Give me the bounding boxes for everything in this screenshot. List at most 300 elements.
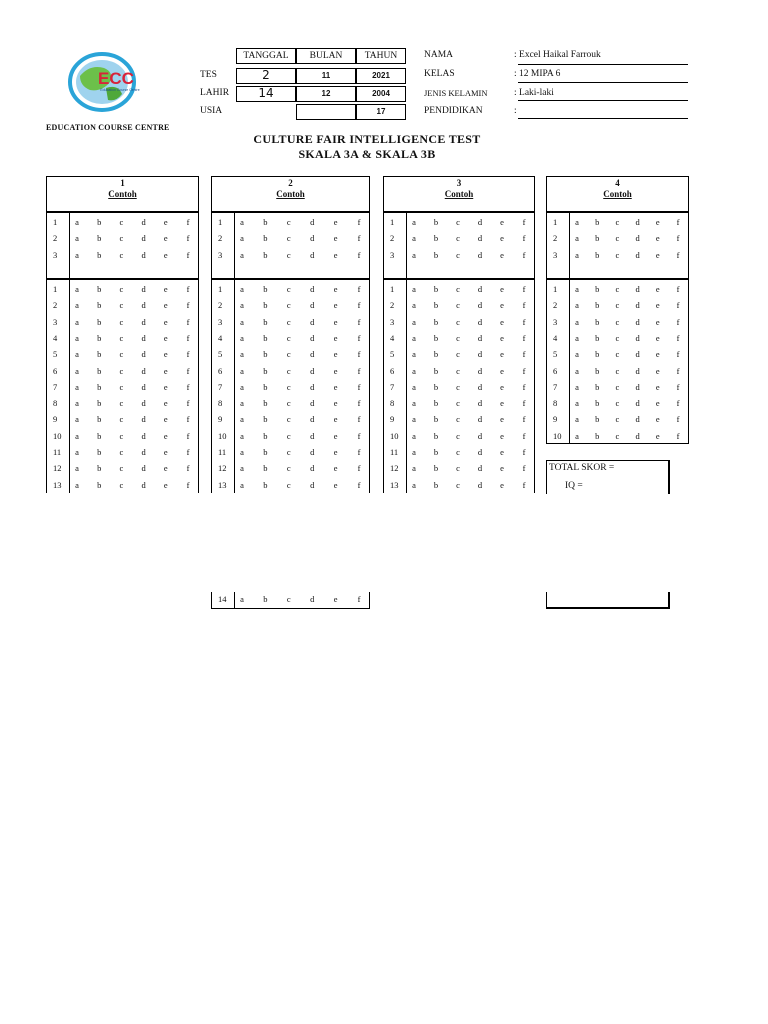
answer-option-b[interactable]: b [595, 316, 600, 327]
answer-option-e[interactable]: e [333, 349, 338, 360]
answer-option-b[interactable]: b [97, 300, 102, 311]
answer-option-a[interactable]: a [412, 381, 416, 392]
answer-option-c[interactable]: c [456, 233, 460, 244]
answer-option-e[interactable]: e [500, 463, 504, 474]
answer-option-a[interactable]: a [412, 249, 416, 260]
answer-option-e[interactable]: e [333, 233, 338, 244]
answer-option-f[interactable]: f [522, 430, 526, 441]
answer-option-d[interactable]: d [310, 479, 315, 490]
answer-option-b[interactable]: b [595, 300, 600, 311]
answer-option-e[interactable]: e [655, 300, 660, 311]
answer-option-f[interactable]: f [186, 284, 190, 294]
answer-option-c[interactable]: c [286, 349, 291, 360]
answer-option-c[interactable]: c [286, 300, 291, 311]
answer-option-a[interactable]: a [75, 332, 79, 343]
answer-option-a[interactable]: a [575, 233, 579, 244]
answer-option-a[interactable]: a [575, 217, 579, 227]
answer-option-a[interactable]: a [412, 463, 416, 474]
answer-option-f[interactable]: f [357, 447, 361, 457]
answer-option-f[interactable]: f [357, 249, 361, 260]
answer-option-b[interactable]: b [433, 300, 439, 311]
answer-option-b[interactable]: b [263, 381, 268, 392]
answer-option-e[interactable]: e [500, 414, 504, 425]
answer-option-a[interactable]: a [412, 217, 416, 227]
answer-option-f[interactable]: f [186, 479, 190, 490]
answer-option-c[interactable]: c [456, 217, 460, 227]
answer-option-d[interactable]: d [477, 381, 483, 392]
answer-option-c[interactable]: c [119, 398, 124, 409]
answer-option-e[interactable]: e [655, 332, 660, 343]
answer-option-c[interactable]: c [456, 463, 460, 474]
answer-option-d[interactable]: d [310, 447, 315, 457]
answer-option-d[interactable]: d [635, 381, 640, 392]
answer-option-d[interactable]: d [141, 398, 146, 409]
answer-option-c[interactable]: c [119, 316, 124, 327]
answer-option-a[interactable]: a [575, 381, 579, 392]
answer-option-d[interactable]: d [310, 463, 315, 474]
answer-option-a[interactable]: a [412, 332, 416, 343]
answer-option-e[interactable]: e [163, 217, 168, 227]
answer-option-b[interactable]: b [263, 332, 268, 343]
answer-option-d[interactable]: d [477, 398, 483, 409]
answer-option-b[interactable]: b [595, 249, 600, 260]
answer-option-b[interactable]: b [97, 414, 102, 425]
answer-option-d[interactable]: d [141, 365, 146, 376]
answer-option-c[interactable]: c [119, 414, 124, 425]
answer-option-c[interactable]: c [615, 217, 620, 227]
answer-option-e[interactable]: e [655, 284, 660, 294]
answer-option-b[interactable]: b [433, 316, 439, 327]
answer-option-f[interactable]: f [186, 414, 190, 425]
answer-option-f[interactable]: f [522, 414, 526, 425]
answer-option-d[interactable]: d [310, 300, 315, 311]
answer-option-a[interactable]: a [575, 249, 579, 260]
answer-option-d[interactable]: d [141, 332, 146, 343]
answer-option-a[interactable]: a [75, 430, 79, 441]
answer-option-d[interactable]: d [635, 284, 640, 294]
answer-option-a[interactable]: a [75, 316, 79, 327]
answer-option-e[interactable]: e [163, 430, 168, 441]
answer-option-e[interactable]: e [333, 300, 338, 311]
answer-option-d[interactable]: d [477, 365, 483, 376]
answer-option-b[interactable]: b [595, 430, 600, 441]
answer-option-b[interactable]: b [97, 430, 102, 441]
answer-option-b[interactable]: b [433, 217, 439, 227]
answer-option-b[interactable]: b [97, 349, 102, 360]
answer-option-b[interactable]: b [263, 284, 268, 294]
answer-option-c[interactable]: c [119, 249, 124, 260]
answer-option-b[interactable]: b [595, 233, 600, 244]
answer-option-f[interactable]: f [186, 249, 190, 260]
answer-option-c[interactable]: c [615, 249, 620, 260]
answer-option-a[interactable]: a [75, 300, 79, 311]
jenis-kelamin-value[interactable]: : Laki-laki [514, 88, 554, 98]
answer-option-e[interactable]: e [163, 300, 168, 311]
answer-option-c[interactable]: c [286, 463, 291, 474]
answer-option-b[interactable]: b [595, 414, 600, 425]
answer-option-e[interactable]: e [163, 316, 168, 327]
answer-option-f[interactable]: f [357, 381, 361, 392]
answer-option-b[interactable]: b [263, 249, 268, 260]
answer-option-e[interactable]: e [500, 233, 504, 244]
answer-option-b[interactable]: b [263, 300, 268, 311]
answer-option-c[interactable]: c [615, 316, 620, 327]
answer-option-d[interactable]: d [477, 316, 483, 327]
answer-option-b[interactable]: b [263, 463, 268, 474]
answer-option-a[interactable]: a [575, 398, 579, 409]
answer-option-f[interactable]: f [357, 284, 361, 294]
answer-option-b[interactable]: b [433, 414, 439, 425]
answer-option-b[interactable]: b [433, 447, 439, 457]
answer-option-c[interactable]: c [456, 332, 460, 343]
answer-option-f[interactable]: f [522, 233, 526, 244]
answer-option-c[interactable]: c [286, 249, 291, 260]
answer-option-f[interactable]: f [186, 365, 190, 376]
answer-option-e[interactable]: e [500, 300, 504, 311]
answer-option-a[interactable]: a [240, 447, 244, 457]
answer-option-c[interactable]: c [615, 414, 620, 425]
answer-option-e[interactable]: e [163, 479, 168, 490]
answer-option-e[interactable]: e [655, 430, 660, 441]
answer-option-a[interactable]: a [75, 463, 79, 474]
answer-option-b[interactable]: b [263, 217, 268, 227]
tes-year[interactable]: 2021 [356, 68, 406, 84]
answer-option-d[interactable]: d [477, 479, 483, 490]
answer-option-d[interactable]: d [310, 233, 315, 244]
answer-option-e[interactable]: e [333, 430, 338, 441]
answer-option-c[interactable]: c [615, 381, 620, 392]
answer-option-e[interactable]: e [333, 316, 338, 327]
answer-option-e[interactable]: e [500, 332, 504, 343]
answer-option-e[interactable]: e [163, 365, 168, 376]
answer-option-b[interactable]: b [433, 284, 439, 294]
answer-option-e[interactable]: e [500, 316, 504, 327]
answer-option-d[interactable]: d [635, 300, 640, 311]
answer-option-d[interactable]: d [477, 300, 483, 311]
answer-option-a[interactable]: a [412, 398, 416, 409]
answer-option-b[interactable]: b [263, 594, 268, 604]
answer-option-b[interactable]: b [595, 332, 600, 343]
answer-option-b[interactable]: b [433, 349, 439, 360]
answer-option-b[interactable]: b [97, 332, 102, 343]
answer-option-a[interactable]: a [575, 430, 579, 441]
answer-option-f[interactable]: f [357, 414, 361, 425]
answer-option-c[interactable]: c [119, 447, 124, 457]
answer-option-e[interactable]: e [333, 463, 338, 474]
answer-option-a[interactable]: a [240, 414, 244, 425]
answer-option-e[interactable]: e [655, 398, 660, 409]
answer-option-b[interactable]: b [263, 398, 268, 409]
answer-option-f[interactable]: f [357, 479, 361, 490]
answer-option-a[interactable]: a [75, 217, 79, 227]
answer-option-a[interactable]: a [75, 479, 79, 490]
answer-option-f[interactable]: f [357, 233, 361, 244]
answer-option-d[interactable]: d [477, 249, 483, 260]
answer-option-a[interactable]: a [240, 300, 244, 311]
usia-month[interactable] [296, 104, 356, 120]
answer-option-c[interactable]: c [119, 479, 124, 490]
answer-option-c[interactable]: c [615, 233, 620, 244]
answer-option-a[interactable]: a [575, 316, 579, 327]
answer-option-e[interactable]: e [333, 594, 338, 604]
answer-option-f[interactable]: f [186, 430, 190, 441]
answer-option-c[interactable]: c [119, 284, 124, 294]
answer-option-b[interactable]: b [263, 233, 268, 244]
answer-option-a[interactable]: a [75, 398, 79, 409]
answer-option-d[interactable]: d [310, 381, 315, 392]
answer-option-f[interactable]: f [676, 365, 680, 376]
answer-option-e[interactable]: e [500, 398, 504, 409]
answer-option-e[interactable]: e [500, 349, 504, 360]
answer-option-a[interactable]: a [575, 349, 579, 360]
answer-option-f[interactable]: f [357, 463, 361, 474]
answer-option-e[interactable]: e [500, 284, 504, 294]
answer-option-f[interactable]: f [676, 300, 680, 311]
answer-option-b[interactable]: b [263, 349, 268, 360]
answer-option-e[interactable]: e [333, 332, 338, 343]
answer-option-a[interactable]: a [75, 447, 79, 457]
answer-option-d[interactable]: d [477, 447, 483, 457]
answer-option-d[interactable]: d [141, 479, 146, 490]
answer-option-c[interactable]: c [119, 430, 124, 441]
answer-option-c[interactable]: c [615, 284, 620, 294]
answer-option-d[interactable]: d [141, 217, 146, 227]
lahir-year[interactable]: 2004 [356, 86, 406, 102]
answer-option-b[interactable]: b [97, 463, 102, 474]
answer-option-f[interactable]: f [357, 316, 361, 327]
answer-option-c[interactable]: c [119, 233, 124, 244]
answer-option-b[interactable]: b [433, 398, 439, 409]
answer-option-f[interactable]: f [522, 398, 526, 409]
answer-option-b[interactable]: b [97, 249, 102, 260]
answer-option-c[interactable]: c [456, 365, 460, 376]
answer-option-c[interactable]: c [456, 414, 460, 425]
answer-option-c[interactable]: c [456, 381, 460, 392]
answer-option-b[interactable]: b [97, 398, 102, 409]
answer-option-d[interactable]: d [635, 414, 640, 425]
answer-option-a[interactable]: a [75, 233, 79, 244]
answer-option-c[interactable]: c [286, 233, 291, 244]
answer-option-a[interactable]: a [75, 349, 79, 360]
answer-option-f[interactable]: f [676, 430, 680, 441]
answer-option-f[interactable]: f [522, 217, 526, 227]
answer-option-a[interactable]: a [240, 316, 244, 327]
answer-option-e[interactable]: e [333, 447, 338, 457]
answer-option-c[interactable]: c [286, 414, 291, 425]
answer-option-d[interactable]: d [310, 284, 315, 294]
answer-option-c[interactable]: c [119, 463, 124, 474]
answer-option-c[interactable]: c [286, 284, 291, 294]
answer-option-a[interactable]: a [75, 414, 79, 425]
answer-option-d[interactable]: d [141, 249, 146, 260]
answer-option-f[interactable]: f [522, 332, 526, 343]
answer-option-f[interactable]: f [357, 398, 361, 409]
answer-option-f[interactable]: f [186, 300, 190, 311]
answer-option-f[interactable]: f [522, 447, 526, 457]
answer-option-b[interactable]: b [433, 463, 439, 474]
answer-option-a[interactable]: a [240, 594, 244, 604]
answer-option-d[interactable]: d [310, 398, 315, 409]
answer-option-c[interactable]: c [286, 332, 291, 343]
answer-option-e[interactable]: e [333, 284, 338, 294]
answer-option-b[interactable]: b [595, 381, 600, 392]
answer-option-f[interactable]: f [186, 398, 190, 409]
answer-option-e[interactable]: e [163, 414, 168, 425]
answer-option-b[interactable]: b [433, 249, 439, 260]
answer-option-d[interactable]: d [310, 414, 315, 425]
answer-option-f[interactable]: f [676, 217, 680, 227]
answer-option-c[interactable]: c [615, 365, 620, 376]
answer-option-b[interactable]: b [595, 398, 600, 409]
answer-option-f[interactable]: f [522, 249, 526, 260]
answer-option-f[interactable]: f [676, 381, 680, 392]
answer-option-e[interactable]: e [163, 233, 168, 244]
answer-option-f[interactable]: f [522, 284, 526, 294]
answer-option-e[interactable]: e [333, 381, 338, 392]
answer-option-a[interactable]: a [75, 381, 79, 392]
answer-option-b[interactable]: b [263, 447, 268, 457]
answer-option-d[interactable]: d [141, 381, 146, 392]
nama-value[interactable]: : Excel Haikal Farrouk [514, 50, 601, 60]
answer-option-c[interactable]: c [119, 381, 124, 392]
answer-option-d[interactable]: d [635, 349, 640, 360]
answer-option-a[interactable]: a [240, 398, 244, 409]
answer-option-f[interactable]: f [357, 349, 361, 360]
answer-option-e[interactable]: e [163, 447, 168, 457]
answer-option-b[interactable]: b [97, 233, 102, 244]
answer-option-d[interactable]: d [477, 349, 483, 360]
answer-option-e[interactable]: e [500, 447, 504, 457]
lahir-day[interactable]: 14 [236, 86, 296, 102]
answer-option-a[interactable]: a [575, 332, 579, 343]
answer-option-b[interactable]: b [263, 414, 268, 425]
answer-option-a[interactable]: a [575, 414, 579, 425]
answer-option-d[interactable]: d [141, 414, 146, 425]
answer-option-b[interactable]: b [97, 479, 102, 490]
answer-option-a[interactable]: a [240, 365, 244, 376]
answer-option-d[interactable]: d [141, 447, 146, 457]
answer-option-c[interactable]: c [119, 300, 124, 311]
answer-option-f[interactable]: f [357, 594, 361, 604]
answer-option-e[interactable]: e [163, 284, 168, 294]
answer-option-b[interactable]: b [97, 217, 102, 227]
answer-option-f[interactable]: f [357, 430, 361, 441]
answer-option-c[interactable]: c [286, 447, 291, 457]
answer-option-d[interactable]: d [635, 233, 640, 244]
answer-option-e[interactable]: e [655, 217, 660, 227]
answer-option-f[interactable]: f [186, 349, 190, 360]
answer-option-a[interactable]: a [75, 284, 79, 294]
answer-option-a[interactable]: a [575, 300, 579, 311]
answer-option-c[interactable]: c [286, 365, 291, 376]
answer-option-f[interactable]: f [357, 300, 361, 311]
answer-option-f[interactable]: f [186, 447, 190, 457]
kelas-value[interactable]: : 12 MIPA 6 [514, 69, 561, 79]
answer-option-a[interactable]: a [240, 249, 244, 260]
answer-option-e[interactable]: e [655, 349, 660, 360]
answer-option-c[interactable]: c [456, 430, 460, 441]
answer-option-c[interactable]: c [286, 316, 291, 327]
tes-day[interactable]: 2 [236, 68, 296, 84]
answer-option-f[interactable]: f [522, 316, 526, 327]
answer-option-e[interactable]: e [655, 233, 660, 244]
answer-option-d[interactable]: d [310, 349, 315, 360]
answer-option-d[interactable]: d [310, 217, 315, 227]
answer-option-f[interactable]: f [676, 349, 680, 360]
answer-option-c[interactable]: c [456, 447, 460, 457]
answer-option-a[interactable]: a [412, 233, 416, 244]
answer-option-c[interactable]: c [119, 217, 124, 227]
answer-option-b[interactable]: b [97, 365, 102, 376]
answer-option-a[interactable]: a [412, 479, 416, 490]
answer-option-a[interactable]: a [240, 430, 244, 441]
answer-option-f[interactable]: f [676, 249, 680, 260]
answer-option-b[interactable]: b [595, 284, 600, 294]
answer-option-c[interactable]: c [615, 398, 620, 409]
answer-option-b[interactable]: b [433, 332, 439, 343]
answer-option-c[interactable]: c [456, 300, 460, 311]
answer-option-c[interactable]: c [119, 365, 124, 376]
answer-option-b[interactable]: b [263, 479, 268, 490]
answer-option-d[interactable]: d [635, 430, 640, 441]
answer-option-e[interactable]: e [500, 479, 504, 490]
answer-option-b[interactable]: b [595, 365, 600, 376]
answer-option-a[interactable]: a [575, 284, 579, 294]
answer-option-b[interactable]: b [263, 316, 268, 327]
answer-option-c[interactable]: c [456, 349, 460, 360]
answer-option-a[interactable]: a [240, 381, 244, 392]
answer-option-d[interactable]: d [310, 332, 315, 343]
answer-option-d[interactable]: d [141, 300, 146, 311]
answer-option-e[interactable]: e [655, 414, 660, 425]
answer-option-e[interactable]: e [655, 381, 660, 392]
answer-option-f[interactable]: f [522, 479, 526, 490]
answer-option-c[interactable]: c [286, 430, 291, 441]
answer-option-c[interactable]: c [119, 332, 124, 343]
answer-option-d[interactable]: d [635, 316, 640, 327]
answer-option-d[interactable]: d [141, 233, 146, 244]
answer-option-f[interactable]: f [186, 233, 190, 244]
answer-option-c[interactable]: c [615, 430, 620, 441]
answer-option-a[interactable]: a [412, 414, 416, 425]
answer-option-f[interactable]: f [676, 284, 680, 294]
answer-option-c[interactable]: c [615, 349, 620, 360]
answer-option-e[interactable]: e [163, 249, 168, 260]
answer-option-e[interactable]: e [500, 430, 504, 441]
answer-option-e[interactable]: e [500, 249, 504, 260]
answer-option-a[interactable]: a [240, 284, 244, 294]
answer-option-e[interactable]: e [500, 381, 504, 392]
answer-option-d[interactable]: d [141, 284, 146, 294]
answer-option-d[interactable]: d [310, 430, 315, 441]
answer-option-a[interactable]: a [240, 233, 244, 244]
answer-option-d[interactable]: d [477, 233, 483, 244]
answer-option-d[interactable]: d [141, 349, 146, 360]
answer-option-b[interactable]: b [433, 381, 439, 392]
answer-option-f[interactable]: f [522, 381, 526, 392]
answer-option-e[interactable]: e [333, 249, 338, 260]
answer-option-d[interactable]: d [635, 217, 640, 227]
answer-option-d[interactable]: d [477, 284, 483, 294]
answer-option-e[interactable]: e [333, 414, 338, 425]
answer-option-e[interactable]: e [500, 217, 504, 227]
answer-option-b[interactable]: b [433, 365, 439, 376]
answer-option-c[interactable]: c [456, 249, 460, 260]
answer-option-b[interactable]: b [433, 430, 439, 441]
answer-option-f[interactable]: f [357, 217, 361, 227]
answer-option-c[interactable]: c [286, 381, 291, 392]
answer-option-e[interactable]: e [333, 217, 338, 227]
